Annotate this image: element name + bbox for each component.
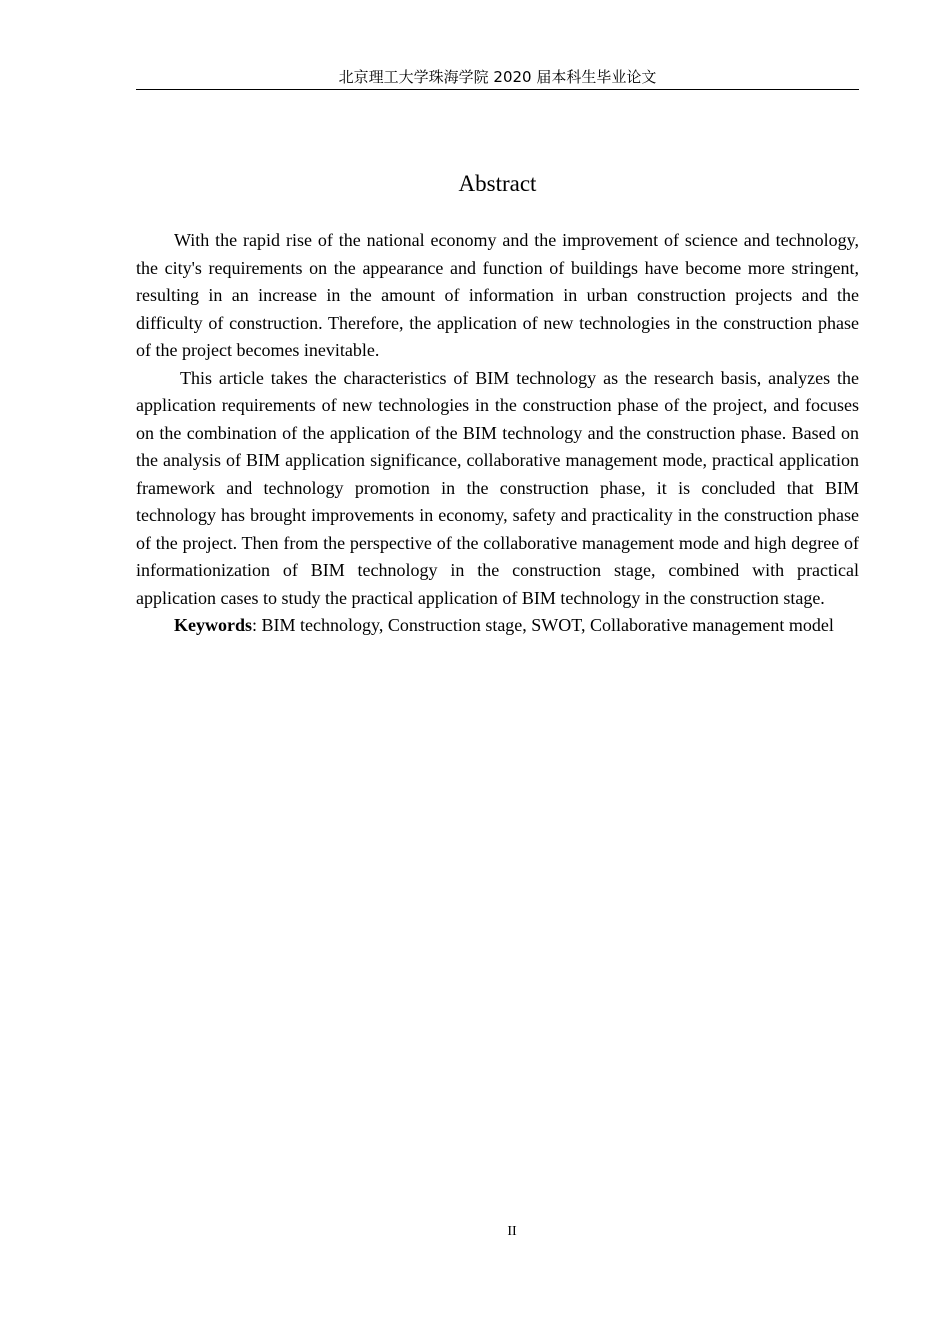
abstract-title: Abstract xyxy=(458,171,537,196)
page-number: II xyxy=(507,1224,517,1239)
keywords-text: : BIM technology, Construction stage, SWOT, Collaborative management model xyxy=(252,615,834,635)
keywords-label: Keywords xyxy=(174,615,252,635)
running-header: 北京理工大学珠海学院 2020 届本科生毕业论文 xyxy=(136,66,859,90)
keywords-line xyxy=(136,612,859,640)
abstract-paragraph-2: This article takes the characteristics of BIM technology as the research basis, analyzes the application requirements of new technologies in the construction phase of the project, and focuses on the combination of the application of the BIM technology and the construction phase. Based on the analysis of BIM application significance, collaborative management mode, practical application framework and technology promotion in the construction phase, it is concluded that BIM technology has brought improvements in economy, safety and practicality in the construction phase of the project. Then from the perspective of the collaborative management mode and high degree of informationization of BIM technology in the construction stage, combined with practical application cases to study the practical application of BIM technology in the construction stage. xyxy=(136,367,859,608)
abstract-paragraph-1: With the rapid rise of the national economy and the improvement of science and technology, the city's requirements on the appearance and function of buildings have become more stringent, resulting in an increase in the amount of information in urban construction projects and the difficulty of construction. Therefore, the application of new technologies in the construction phase of the project becomes inevitable. xyxy=(136,230,859,360)
abstract-body xyxy=(136,227,859,640)
